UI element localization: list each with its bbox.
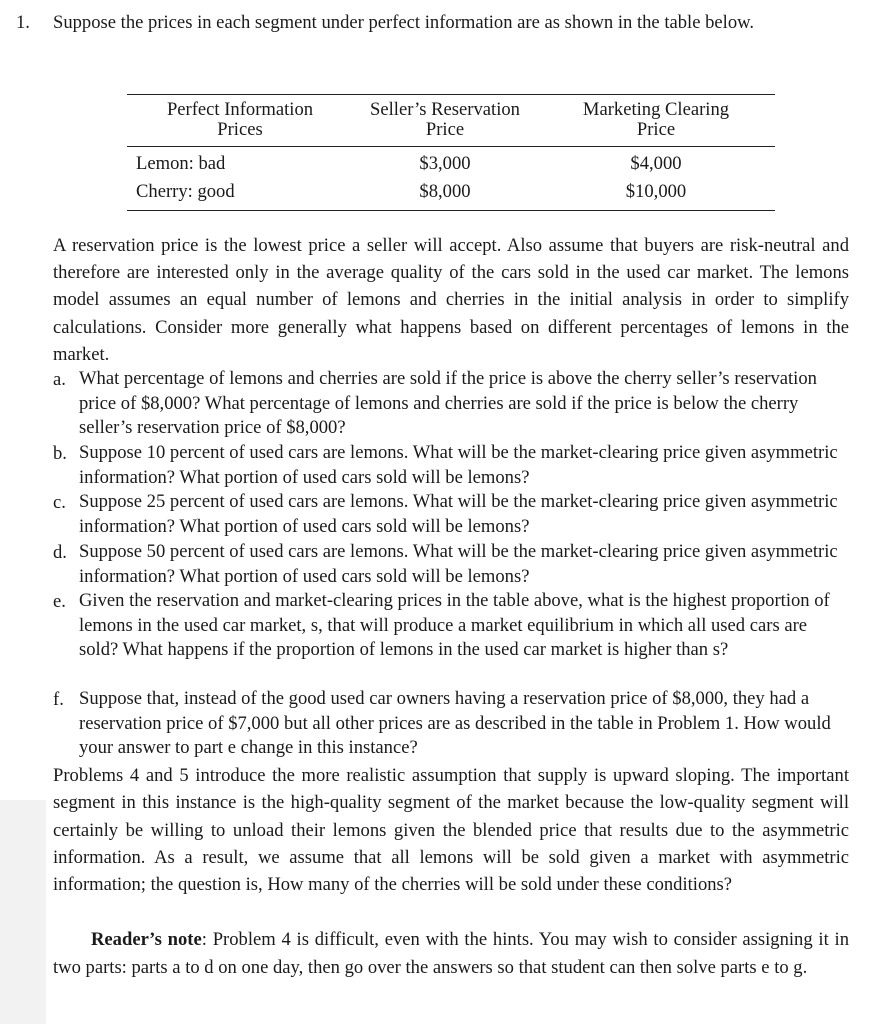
part-label: f.: [53, 689, 64, 710]
table-bottom-rule: [127, 210, 775, 211]
header-line: Marketing Clearing: [582, 99, 730, 120]
table-top-rule: [127, 94, 775, 95]
table-cell-segment: Lemon: bad: [136, 153, 226, 174]
header-line: Prices: [217, 119, 263, 140]
table-cell-reservation: $8,000: [419, 181, 471, 202]
part-label: c.: [53, 492, 66, 513]
problems-4-5-paragraph: Problems 4 and 5 introduce the more realistic assumption that supply is upward sloping. The important segment in this instance is the high-quality segment of the market because the low-quality segment will certainly be willing to unload their lemons given the blended price that results due to the asymmetric information. As a result, we assume that all lemons will be sold given a market with asymmetric information; the question is, How many of the cherries will be sold under these conditions?: [53, 765, 849, 896]
table-header-rule: [127, 146, 775, 147]
part-label: a.: [53, 369, 66, 390]
part-b: [53, 441, 849, 490]
part-a: [53, 367, 849, 441]
part-c: [53, 490, 849, 539]
table-cell-clearing: $4,000: [630, 153, 682, 174]
readers-note: [53, 926, 849, 981]
part-d: [53, 540, 849, 589]
part-label: b.: [53, 443, 67, 464]
part-label: e.: [53, 591, 66, 612]
note-text: : Problem 4 is difficult, even with the hints. You may wish to consider assigning it in two parts: parts a to d on one day, then go over the answers so that student can then solve parts e to g.: [53, 929, 849, 978]
table-cell-segment: Cherry: good: [136, 181, 235, 202]
part-text: What percentage of lemons and cherries are sold if the price is above the cherry seller’s reservation price of $8,000? What percentage of lemons and cherries are sold if the price is below the cherry seller’s reservation price of $8,000?: [79, 368, 817, 439]
part-text: Suppose 10 percent of used cars are lemons. What will be the market-clearing price given asymmetric information? What portion of used cars sold will be lemons?: [79, 442, 838, 488]
part-f: [53, 687, 849, 761]
header-line: Seller’s Reservation: [370, 99, 520, 120]
part-e: [53, 589, 849, 663]
note-label: Reader’s note: [91, 929, 202, 950]
header-line: Price: [636, 119, 676, 140]
part-text: Suppose that, instead of the good used car owners having a reservation price of $8,000, they had a reservation price of $7,000 but all other prices are as described in the table in Problem 1. How would your answer to part e change in this instance?: [79, 688, 831, 759]
header-line: Price: [425, 119, 465, 140]
table-cell-clearing: $10,000: [625, 181, 687, 202]
header-reservation-price: [352, 100, 538, 140]
header-line: Perfect Information: [166, 99, 314, 120]
part-text: Suppose 50 percent of used cars are lemons. What will be the market-clearing price given asymmetric information? What portion of used cars sold will be lemons?: [79, 541, 838, 587]
table-cell-reservation: $3,000: [419, 153, 471, 174]
part-text: Suppose 25 percent of used cars are lemons. What will be the market-clearing price given asymmetric information? What portion of used cars sold will be lemons?: [79, 491, 838, 537]
part-text: Given the reservation and market-clearing prices in the table above, what is the highest proportion of lemons in the used car market, s, that will produce a market equilibrium in which all used cars are sold? What happens if the proportion of lemons in the used car market is higher than s?: [79, 590, 830, 661]
problem-number: 1.: [16, 12, 30, 33]
part-label: d.: [53, 542, 67, 563]
header-perfect-information: [140, 100, 340, 140]
header-clearing-price: [558, 100, 754, 140]
problem-intro: Suppose the prices in each segment under perfect information are as shown in the table below.: [53, 12, 754, 33]
reservation-price-paragraph: A reservation price is the lowest price a seller will accept. Also assume that buyers are risk-neutral and therefore are interested only in the average quality of the cars sold in the used car market. The lemons model assumes an equal number of lemons and cherries in the initial analysis in order to simplify calculations. Consider more generally what happens based on different percentages of lemons in the market.: [53, 235, 849, 365]
